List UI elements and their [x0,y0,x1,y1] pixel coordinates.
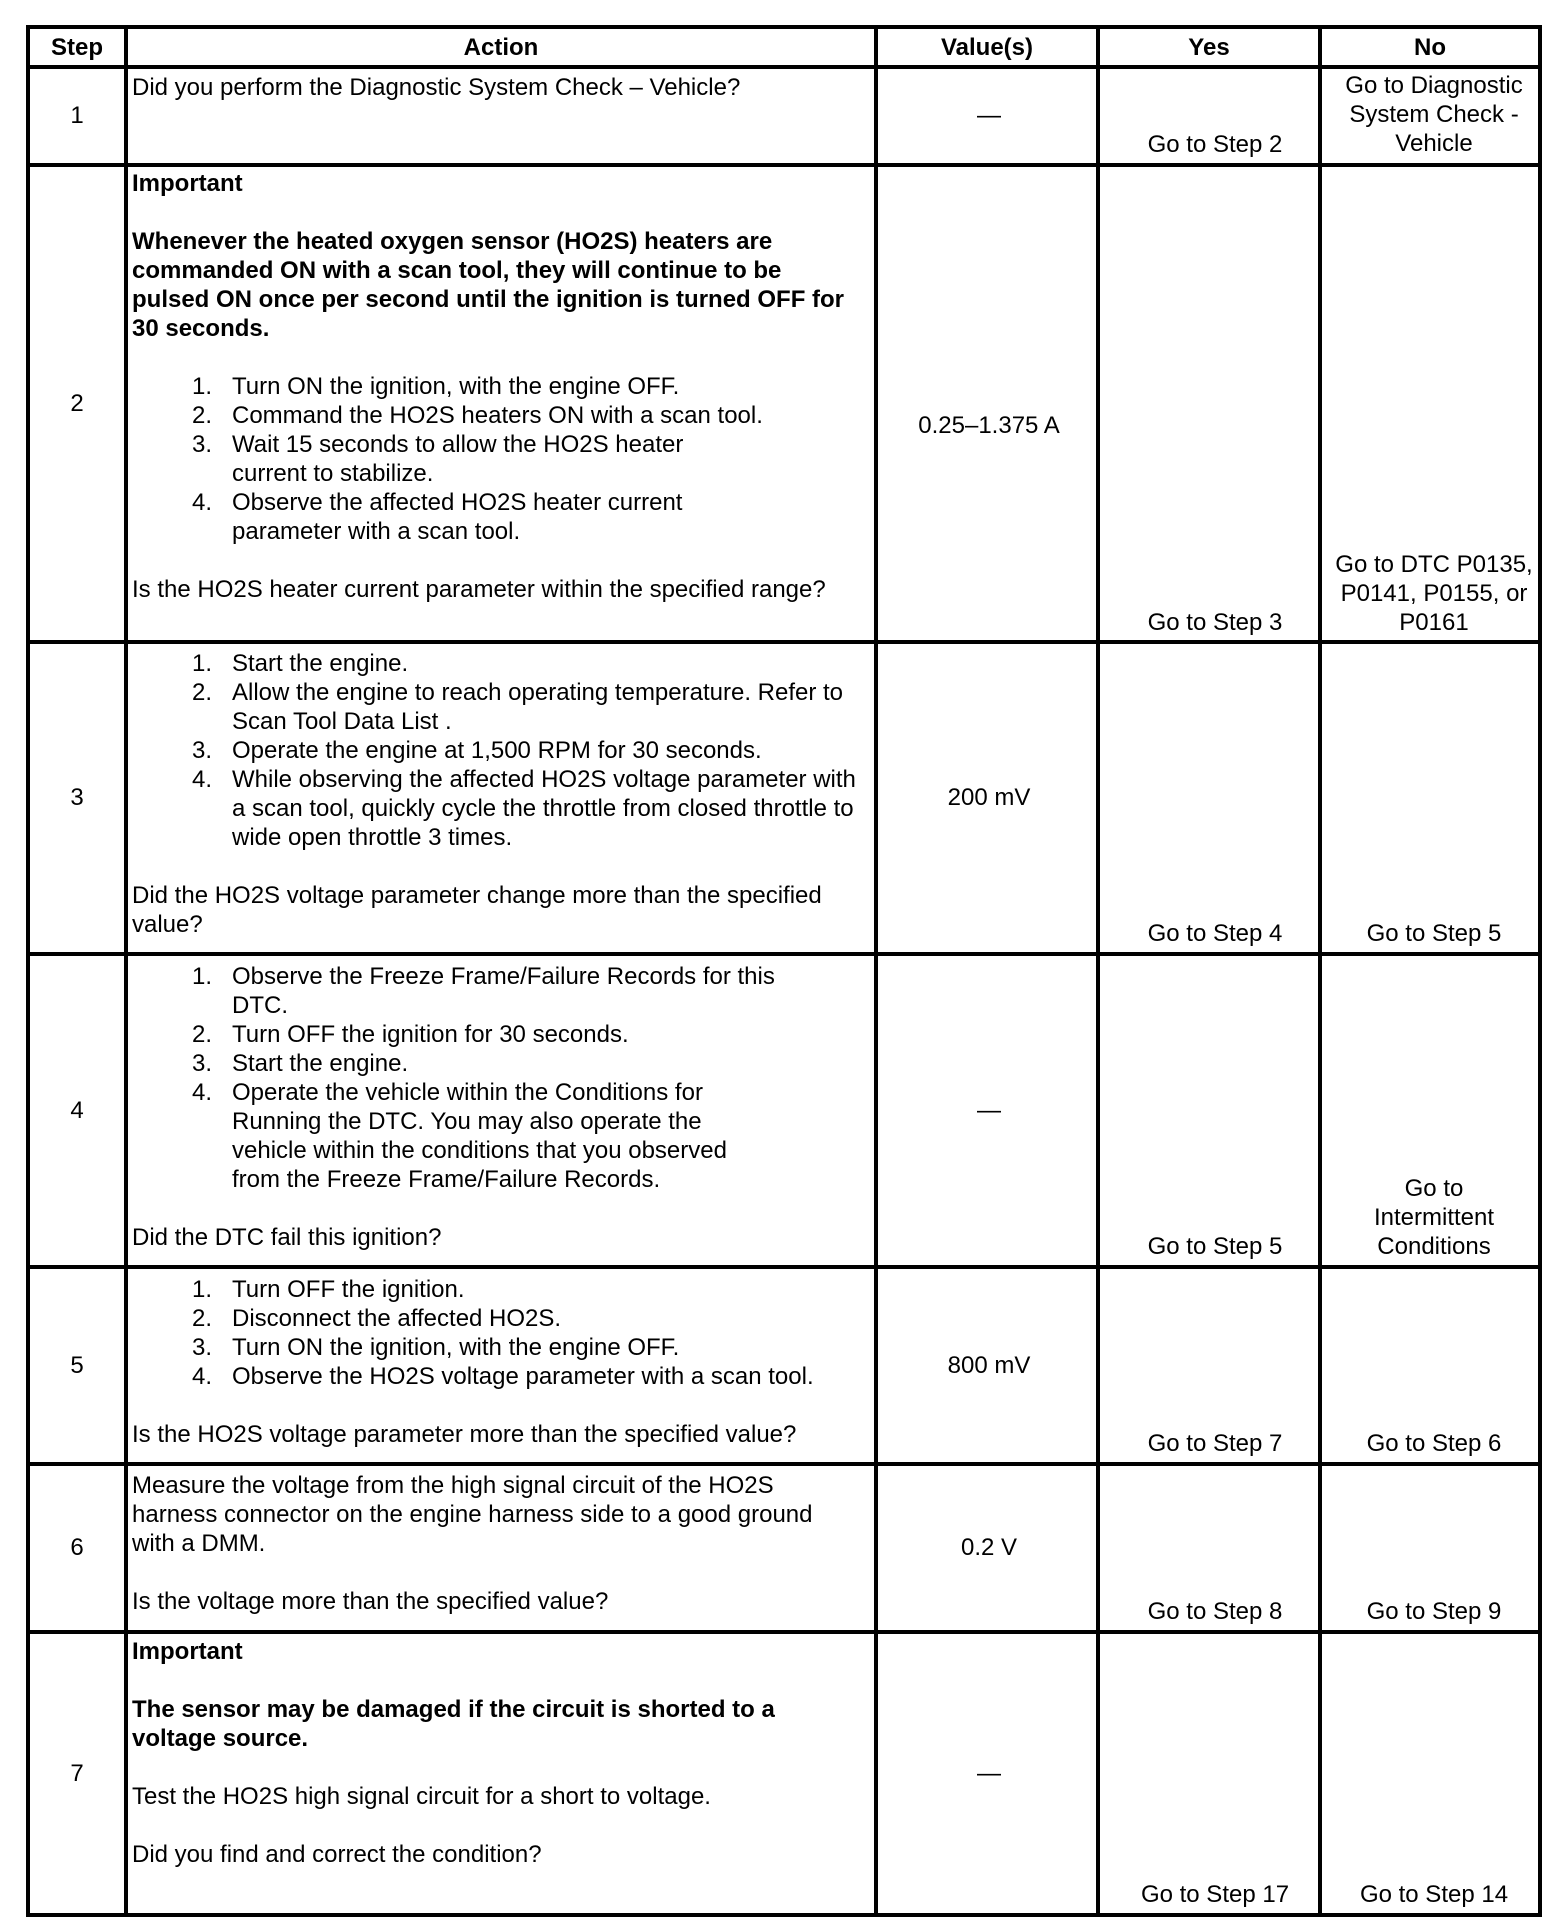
action-cell [132,649,878,939]
yes-link[interactable]: Go to Step 17 [1140,1881,1290,1908]
value-cell: — [977,102,1001,129]
action-cell [132,1637,878,1869]
no-link[interactable]: Go to Intermittent Conditions [1373,1175,1495,1260]
list-item: 2. Allow the engine to reach operating temperature. Refer to Scan Tool Data List . [191,679,844,735]
header-step: Step [50,34,103,61]
yes-link[interactable]: Go to Step 3 [1147,609,1283,636]
action-text: Test the HO2S high signal circuit for a short to voltage. [132,1783,711,1810]
yes-link[interactable]: Go to Step 7 [1147,1430,1283,1457]
action-cell [132,73,878,102]
important-label: Important [132,170,243,197]
header-values: Value(s) [940,34,1034,61]
step-number: 3 [70,784,84,811]
no-link[interactable]: Go to Step 6 [1366,1430,1502,1457]
step-number: 2 [70,389,84,417]
action-question: Did the DTC fail this ignition? [132,1224,442,1251]
no-link[interactable]: Go to Step 14 [1359,1881,1509,1908]
list-item: 1. Start the engine. [191,650,409,677]
step-number: 6 [70,1534,84,1561]
important-label: Important [132,1638,243,1665]
step-number: 1 [70,102,84,129]
action-cell [132,1471,878,1616]
action-cell [132,962,878,1252]
list-item: 1. Turn ON the ignition, with the engine OFF. [191,373,680,400]
action-cell [132,169,878,604]
list-item: 2. Disconnect the affected HO2S. [191,1305,562,1332]
list-item: 3. Turn ON the ignition, with the engine OFF. [191,1334,680,1361]
important-text: The sensor may be damaged if the circuit is shorted to a voltage source. [132,1696,775,1752]
list-item: 4. Observe the affected HO2S heater current parameter with a scan tool. [191,489,683,545]
value-cell: 0.25–1.375 A [918,412,1060,439]
header-yes: Yes [1188,34,1230,61]
list-item: 4. Observe the HO2S voltage parameter with a scan tool. [191,1363,814,1390]
no-link[interactable]: Go to Step 5 [1366,920,1502,947]
header-action: Action [463,34,539,61]
list-item: 1. Observe the Freeze Frame/Failure Records for this DTC. [191,963,775,1019]
step-number: 7 [70,1759,84,1787]
yes-link[interactable]: Go to Step 2 [1147,131,1283,158]
list-item: 4. Operate the vehicle within the Conditions for Running the DTC. You may also operate the vehicle within the conditions that you observed from the Freeze Frame/Failure Records. [191,1079,727,1193]
value-cell: — [977,1759,1001,1787]
action-cell [132,1275,878,1449]
yes-link[interactable]: Go to Step 4 [1147,920,1283,947]
yes-link[interactable]: Go to Step 8 [1147,1598,1283,1625]
no-link[interactable]: Go to Step 9 [1366,1598,1502,1625]
value-cell: 800 mV [947,1351,1031,1379]
value-cell: — [977,1096,1001,1124]
list-item: 1. Turn OFF the ignition. [191,1276,465,1303]
action-question: Is the HO2S voltage parameter more than the specified value? [132,1421,797,1448]
important-text: Whenever the heated oxygen sensor (HO2S) heaters are commanded ON with a scan tool, they will continue to be pulsed ON once per second until the ignition is turned OFF for 30 seconds. [132,228,845,342]
action-question: Did the HO2S voltage parameter change more than the specified value? [132,882,822,938]
list-item: 3. Wait 15 seconds to allow the HO2S heater current to stabilize. [191,431,684,487]
list-item: 4. While observing the affected HO2S voltage parameter with a scan tool, quickly cycle the throttle from closed throttle to wide open throttle 3 times. [191,766,856,851]
no-link[interactable]: Go to DTC P0135, P0141, P0155, or P0161 [1335,551,1533,636]
no-link[interactable]: Go to Diagnostic System Check - Vehicle [1345,72,1523,157]
action-text: Did you perform the Diagnostic System Check – Vehicle? [132,74,741,101]
list-item: 3. Start the engine. [191,1050,409,1077]
action-question: Is the HO2S heater current parameter within the specified range? [132,576,826,603]
list-item: 2. Turn OFF the ignition for 30 seconds. [191,1021,629,1048]
step-number: 4 [70,1096,84,1124]
value-cell: 0.2 V [960,1534,1018,1561]
list-item: 3. Operate the engine at 1,500 RPM for 30 seconds. [191,737,762,764]
list-item: 2. Command the HO2S heaters ON with a scan tool. [191,402,763,429]
step-number: 5 [70,1351,84,1379]
yes-link[interactable]: Go to Step 5 [1147,1233,1283,1260]
action-question: Is the voltage more than the specified value? [132,1588,609,1615]
value-cell: 200 mV [947,784,1031,811]
action-question: Did you find and correct the condition? [132,1841,542,1868]
header-no: No [1414,34,1446,61]
action-text: Measure the voltage from the high signal circuit of the HO2S harness connector on the engine harness side to a good ground with a DMM. [132,1472,813,1557]
diagnostic-table [26,25,1542,1917]
